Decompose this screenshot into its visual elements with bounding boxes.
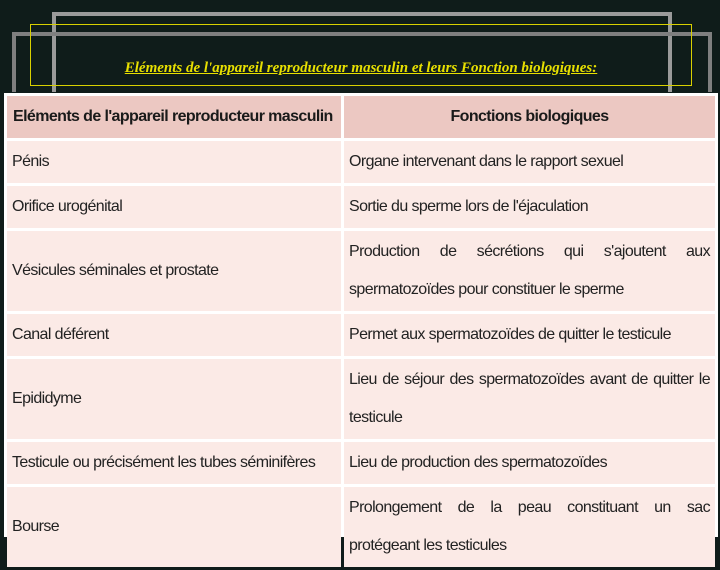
cell-fonction: Permet aux spermatozoïdes de quitter le testicule — [344, 314, 715, 356]
frame-line-top-inner — [52, 12, 672, 16]
table-row — [7, 186, 715, 228]
frame-line-left-outer — [12, 32, 16, 92]
cell-element: Vésicules séminales et prostate — [7, 231, 341, 311]
table-row — [7, 487, 715, 567]
cell-element: Epididyme — [7, 359, 341, 439]
header-fonction: Fonctions biologiques — [344, 96, 715, 138]
cell-fonction: Sortie du sperme lors de l'éjaculation — [344, 186, 715, 228]
header-element: Eléments de l'appareil reproducteur masculin — [7, 96, 341, 138]
table-header-row — [7, 96, 715, 138]
cell-element: Canal déférent — [7, 314, 341, 356]
cell-element: Testicule ou précisément les tubes séminifères — [7, 442, 341, 484]
cell-fonction: Production de sécrétions qui s'ajoutent aux spermatozoïdes pour constituer le sperme — [344, 231, 715, 311]
frame-line-right-outer — [708, 32, 712, 92]
cell-element: Orifice urogénital — [7, 186, 341, 228]
cell-fonction: Lieu de production des spermatozoïdes — [344, 442, 715, 484]
cell-fonction: Organe intervenant dans le rapport sexuel — [344, 141, 715, 183]
cell-fonction: Prolongement de la peau constituant un sac protégeant les testicules — [344, 487, 715, 567]
table-row — [7, 442, 715, 484]
table-container — [4, 93, 718, 554]
cell-element: Pénis — [7, 141, 341, 183]
cell-fonction: Lieu de séjour des spermatozoïdes avant de quitter le testicule — [344, 359, 715, 439]
table-row — [7, 314, 715, 356]
table-row — [7, 231, 715, 311]
table-row — [7, 359, 715, 439]
cell-element: Bourse — [7, 487, 341, 567]
table-row — [7, 141, 715, 183]
functions-table — [4, 93, 718, 570]
slide-title: Eléments de l'appareil reproducteur masculin et leurs Fonction biologiques: — [124, 60, 598, 76]
